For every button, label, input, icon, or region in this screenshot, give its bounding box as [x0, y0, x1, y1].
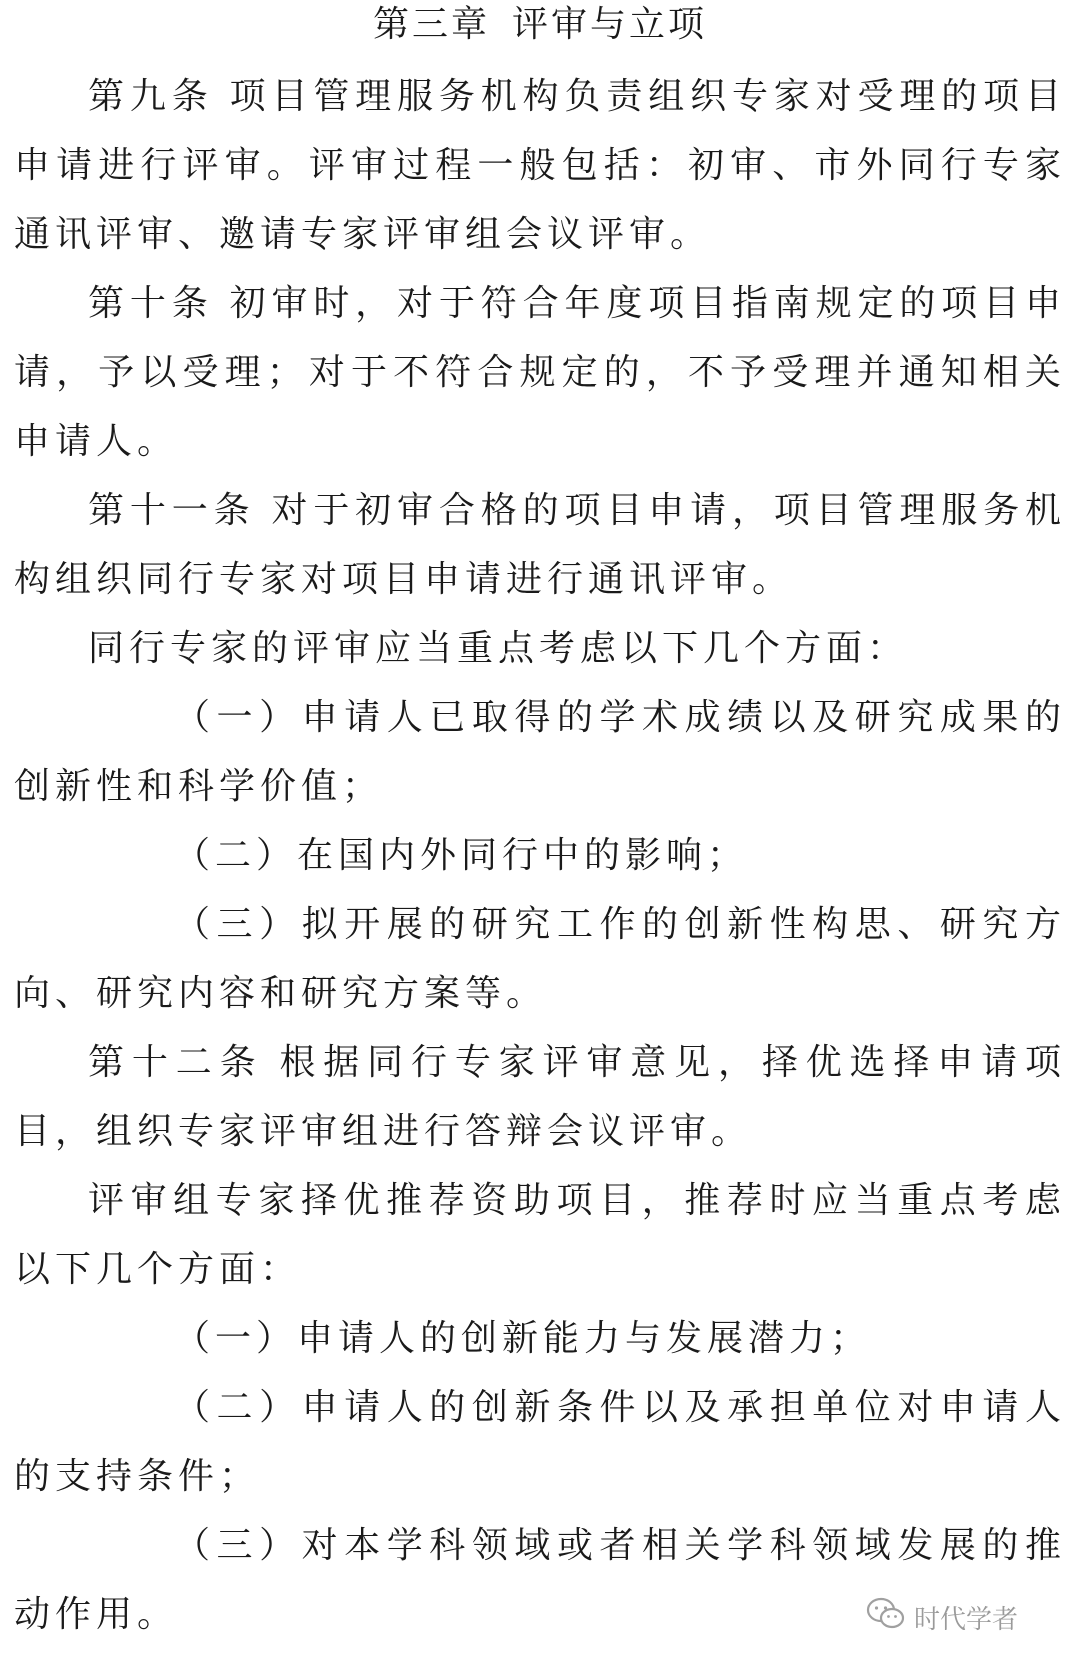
list-item-text: （三）对本学科领域或者相关学科领域发展的推动作用。	[14, 1525, 1066, 1635]
article-text: 初审时，对于符合年度项目指南规定的项目申请，予以受理；对于不符合规定的，不予受理并通知相关申请人。	[14, 283, 1066, 462]
article-text: 根据同行专家评审意见，择优选择申请项目，组织专家评审组进行答辩会议评审。	[14, 1042, 1066, 1152]
article-label: 第十二条	[88, 1042, 264, 1083]
paragraph-text: 评审组专家择优推荐资助项目，推荐时应当重点考虑以下几个方面：	[14, 1180, 1066, 1290]
list-item	[14, 1373, 1066, 1511]
list-item-text: （一）申请人已取得的学术成绩以及研究成果的创新性和科学价值；	[14, 697, 1066, 807]
watermark-text: 时代学者	[913, 1605, 1018, 1635]
chapter-title	[14, 2, 1066, 48]
chapter-name: 评审与立项	[512, 4, 708, 45]
article-11	[14, 476, 1066, 614]
list-item-text: （二）申请人的创新条件以及承担单位对申请人的支持条件；	[14, 1387, 1066, 1497]
chapter-number: 第三章	[372, 4, 490, 45]
list-item-text: （三）拟开展的研究工作的创新性构思、研究方向、研究内容和研究方案等。	[14, 904, 1066, 1014]
wechat-icon	[866, 1597, 906, 1638]
list-item-text: （一）申请人的创新能力与发展潜力；	[174, 1318, 872, 1359]
article-label: 第九条	[88, 76, 214, 117]
article-9	[14, 62, 1066, 269]
article-10	[14, 269, 1066, 476]
article-label: 第十一条	[88, 490, 256, 531]
article-label: 第十条	[88, 283, 214, 324]
list-item	[14, 1304, 1066, 1373]
list-item	[14, 821, 1066, 890]
paragraph-panel-review-intro	[14, 1166, 1066, 1304]
list-item	[14, 683, 1066, 821]
article-text: 项目管理服务机构负责组织专家对受理的项目申请进行评审。评审过程一般包括：初审、市外同行专家通讯评审、邀请专家评审组会议评审。	[14, 76, 1066, 255]
article-text: 对于初审合格的项目申请，项目管理服务机构组织同行专家对项目申请进行通讯评审。	[14, 490, 1066, 600]
list-item-text: （二）在国内外同行中的影响；	[174, 835, 749, 876]
paragraph-text: 同行专家的评审应当重点考虑以下几个方面：	[88, 628, 909, 669]
article-12	[14, 1028, 1066, 1166]
paragraph-peer-review-intro	[14, 614, 1066, 683]
watermark	[866, 1597, 1018, 1638]
list-item	[14, 890, 1066, 1028]
